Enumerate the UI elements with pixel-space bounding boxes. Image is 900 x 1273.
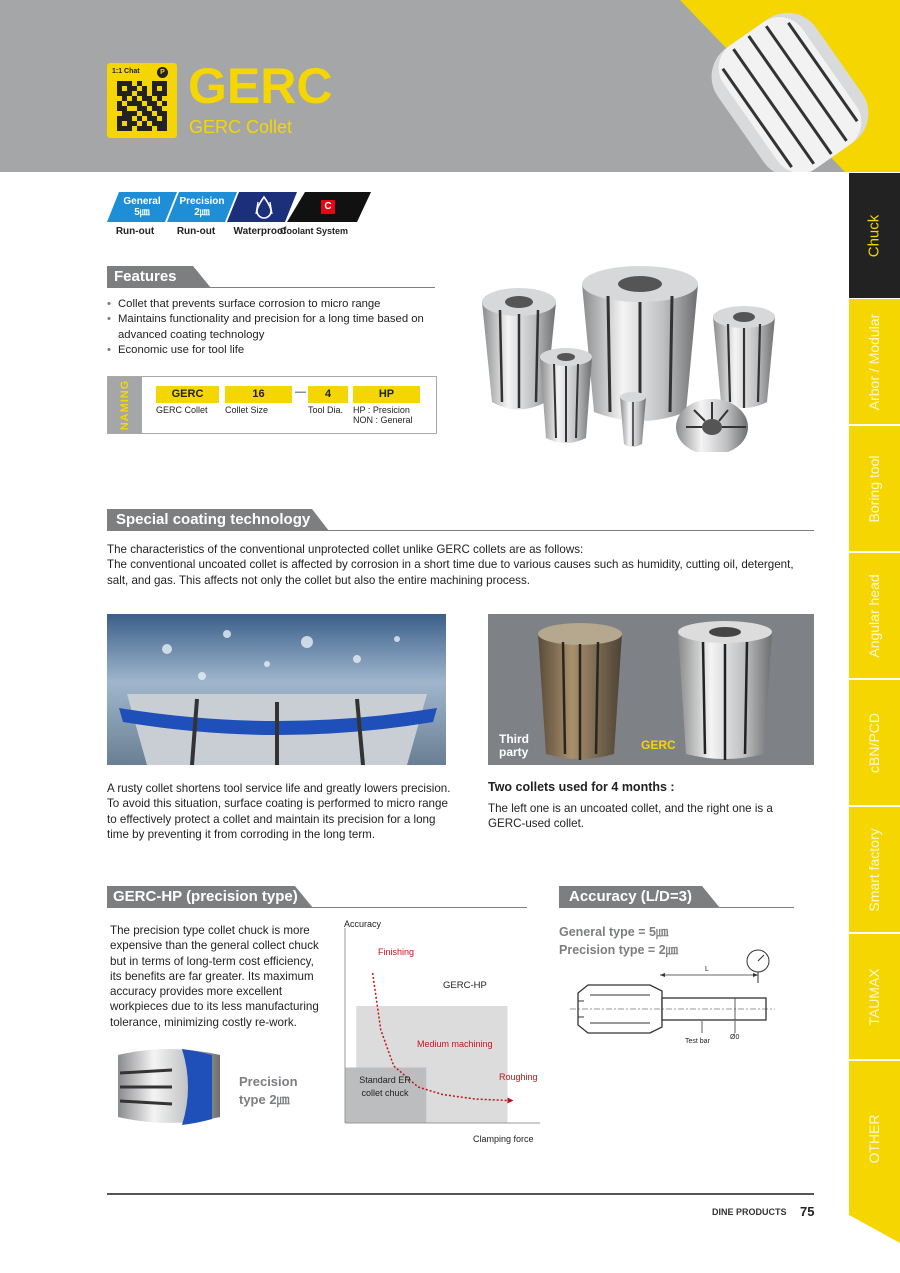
section-rule <box>107 287 435 288</box>
naming-code-dia: 4 <box>308 386 348 403</box>
badge-text: General 5㎛ <box>123 196 161 218</box>
general-accuracy: General type = 5㎛ <box>559 925 669 939</box>
gerc-hp-heading: GERC-HP (precision type) <box>113 888 298 905</box>
badge-label: Run-out <box>176 226 216 237</box>
accuracy-diagram <box>570 945 780 1050</box>
test-bar-label: Test bar <box>685 1038 710 1045</box>
naming-dash: — <box>295 386 306 398</box>
chart-annotation-medium: Medium machining <box>417 1039 493 1049</box>
tab-label: Chuck <box>865 214 883 258</box>
chart-region-label-standard-er: Standard ER collet chuck <box>359 1075 411 1098</box>
naming-caption: Collet Size <box>225 405 269 415</box>
naming-side-panel <box>108 377 142 433</box>
section-rule <box>107 907 527 908</box>
chart-canvas <box>340 915 545 1150</box>
chart-annotation-roughing: Roughing <box>499 1072 538 1082</box>
chart-annotation-finishing: Finishing <box>378 947 415 957</box>
footer-rule <box>107 1193 814 1195</box>
two-collets-photo <box>488 614 814 765</box>
kakao-icon: P <box>157 67 168 78</box>
list-item: • Economic use for tool life <box>107 343 437 358</box>
footer-brand: DINE PRODUCTS <box>712 1207 787 1217</box>
list-item: • Collet that prevents surface corrosion to micro range <box>107 297 437 312</box>
tab-cbn-pcd[interactable] <box>849 679 900 805</box>
chart-arrow-icon <box>508 1098 514 1104</box>
badge-label: Waterproof <box>233 226 287 237</box>
naming-caption: NON : General <box>353 415 413 425</box>
naming-side-label: NAMING <box>119 379 131 431</box>
chart-x-label: Clamping force <box>473 1134 534 1144</box>
qr-label: 1:1 Chat <box>112 68 140 75</box>
section-rule <box>559 907 794 908</box>
badge-label: Coolant System <box>279 226 348 236</box>
precision-collet-image <box>112 1045 227 1127</box>
naming-code-size: 16 <box>225 386 292 403</box>
two-collets-heading: Two collets used for 4 months : <box>488 780 675 794</box>
qr-code-icon <box>117 81 167 131</box>
badge-label: Run-out <box>115 226 155 237</box>
tab-label: Boring tool <box>866 455 882 523</box>
tab-label: Smart factory <box>866 828 882 912</box>
coating-intro <box>107 542 807 588</box>
gerc-label: GERC <box>641 738 676 752</box>
gerc-hp-description: The precision type collet chuck is more expensive than the general collect chuck but in terms of long-term cost efficiency, its benefits are far greater. Its maximum accuracy provides more excellent workpieces due to its less manufacturing tolerance, minimizing costly re-work. <box>110 924 319 1029</box>
third-party-label: Third party <box>499 732 529 759</box>
page-title: GERC <box>188 58 333 114</box>
tab-other[interactable] <box>849 1060 900 1215</box>
tab-label: Angular head <box>866 574 882 658</box>
dimension-l-label: L <box>705 966 709 973</box>
tab-angular-head[interactable] <box>849 552 900 678</box>
naming-caption: GERC Collet <box>156 405 208 415</box>
tab-chuck[interactable] <box>849 172 900 298</box>
naming-caption: HP : Presicion <box>353 405 410 415</box>
list-item: • Maintains functionality and precision for a long time based on advanced coating technology <box>107 312 437 343</box>
chart-y-label: Accuracy <box>344 919 382 929</box>
waterproof-collet-photo <box>107 614 446 765</box>
page-subtitle: GERC Collet <box>189 117 293 137</box>
naming-code-series: GERC <box>156 386 219 403</box>
two-collets-caption: The left one is an uncoated collet, and the right one is a GERC-used collet. <box>488 802 773 831</box>
header-band <box>0 0 900 172</box>
coating-paragraph-1: The characteristics of the conventional unprotected collet unlike GERC collets are as follows: <box>107 543 584 556</box>
coating-heading: Special coating technology <box>116 511 311 528</box>
page-number: 75 <box>800 1204 815 1219</box>
coating-left-caption: A rusty collet shortens tool service life and greatly lowers precision. To avoid this situation, surface coating is performed to micro range to effectively protect a collet and maintain its precision for a long time by preventing it from corroding in the long term. <box>107 782 451 841</box>
naming-caption: Tool Dia. <box>308 405 344 415</box>
precision-type-label: Precision type 2㎛ <box>239 1074 298 1107</box>
qr-code-block[interactable] <box>107 63 177 138</box>
tab-label: cBN/PCD <box>866 713 882 773</box>
tab-label: Arbor / Modular <box>866 313 882 411</box>
tab-label: TAUMAX <box>866 968 882 1026</box>
tab-smart-factory[interactable] <box>849 806 900 932</box>
precision-accuracy: Precision type = 2㎛ <box>559 943 679 957</box>
naming-code-type: HP <box>353 386 420 403</box>
naming-box <box>107 376 437 434</box>
accuracy-chart <box>340 915 545 1150</box>
tab-fold-decoration <box>849 1215 900 1245</box>
badge-text: Precision 2㎛ <box>179 196 225 218</box>
tab-arbor-modular[interactable] <box>849 298 900 424</box>
features-heading: Features <box>114 268 177 285</box>
diameter-label: Ø0 <box>730 1034 740 1041</box>
accuracy-heading: Accuracy (L/D=3) <box>569 888 692 905</box>
tab-taumax[interactable] <box>849 933 900 1059</box>
chart-region-label-gerc-hp: GERC-HP <box>443 980 487 991</box>
coolant-letter: C <box>324 201 332 212</box>
collet-group-image <box>470 262 810 452</box>
tab-boring-tool[interactable] <box>849 425 900 551</box>
tab-label: OTHER <box>866 1114 882 1164</box>
features-list <box>107 297 437 358</box>
coating-paragraph-2: The conventional uncoated collet is affected by corrosion in a short time due to various causes such as humidity, cutting oil, detergent, salt, and gas. This affects not only the collet but also the entire machining process. <box>107 558 794 587</box>
collet-hero-image <box>670 0 900 172</box>
section-rule <box>107 530 814 531</box>
